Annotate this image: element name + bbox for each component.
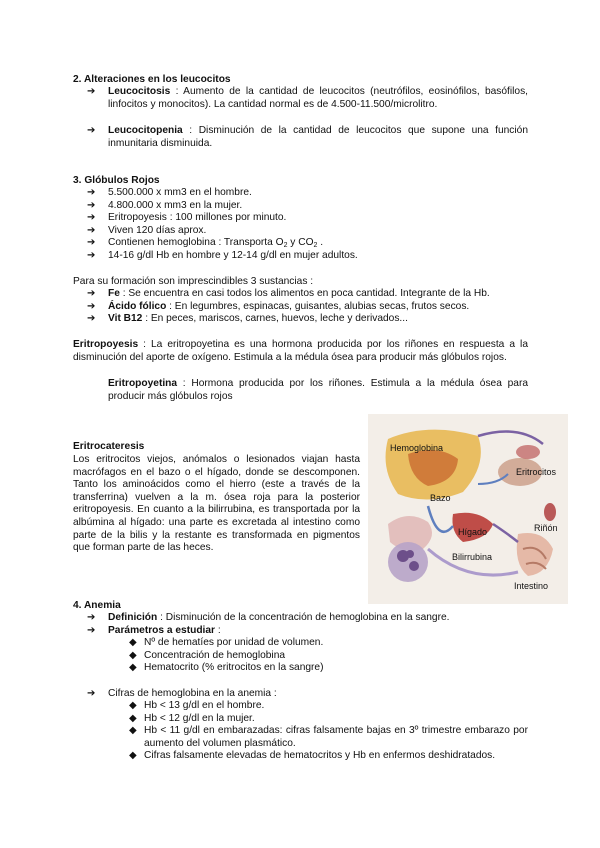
arrow-icon: ➔ [87, 688, 96, 699]
eritropoyetina-paragraph: Eritropoyetina : Hormona producida por los riñones. Estimula a la médula ósea para producir más glóbulos rojos [108, 378, 528, 402]
list-item: ➔ 5.500.000 x mm3 en el hombre. [87, 187, 252, 198]
diagram-label: Hígado [458, 527, 488, 537]
arrow-icon: ➔ [87, 125, 96, 136]
diagram-label: Hemoglobina [390, 443, 444, 453]
arrow-icon: ➔ [87, 624, 96, 636]
leucocitopenia-item [87, 125, 528, 150]
arrow-icon: ➔ [87, 86, 96, 97]
cifras-intro: ➔ Cifras de hemoglobina en la anemia : [87, 688, 277, 699]
diamond-bullet-icon: ◆ [129, 649, 137, 661]
arrow-icon: ➔ [87, 224, 96, 236]
diagram-label: Eritrocitos [516, 467, 557, 477]
arrow-icon: ➔ [87, 199, 96, 211]
diamond-bullet-icon: ◆ [129, 712, 137, 724]
leucocitosis-term: Leucocitosis [108, 86, 171, 97]
parametros-list [129, 637, 528, 675]
section-leucocitos-heading: 2. Alteraciones en los leucocitos [73, 74, 231, 85]
list-item: ➔ Vit B12 : En peces, mariscos, carnes, huevos, leche y derivados... [87, 313, 408, 325]
list-item: ➔ Eritropoyesis : 100 millones por minuto. [87, 212, 287, 224]
list-item: ➔ Viven 120 días aprox. [87, 224, 207, 236]
list-item: ◆ Hb < 12 g/dl en la mujer. [129, 712, 255, 724]
list-item: ◆ Cifras falsamente elevadas de hematocritos y Hb en enfermos deshidratados. [129, 750, 496, 762]
sustancias-intro: Para su formación son imprescindibles 3 sustancias : [73, 276, 314, 287]
arrow-icon: ➔ [87, 288, 96, 299]
list-item: ◆ Hb < 11 g/dl en embarazadas: cifras falsamente bajas en 3º trimestre embarazo por aumento del volumen plasmático. [129, 725, 528, 749]
list-item: ➔ Ácido fólico : En legumbres, espinacas, guisantes, alubias secas, frutos secos. [87, 300, 470, 312]
list-item: ◆ Nº de hematíes por unidad de volumen. [129, 637, 324, 648]
list-item: ◆ Concentración de hemoglobina [129, 649, 286, 661]
arrow-icon: ➔ [87, 313, 96, 325]
diamond-bullet-icon: ◆ [129, 637, 137, 648]
list-item: ➔ Parámetros a estudiar : [87, 624, 221, 636]
eritropoyetina-term: Eritropoyetina [108, 378, 178, 389]
section-anemia-heading: 4. Anemia [73, 600, 121, 611]
leucocitosis-item [87, 86, 528, 111]
eritropoyesis-term: Eritropoyesis [73, 339, 139, 350]
diamond-bullet-icon: ◆ [129, 662, 137, 674]
arrow-icon: ➔ [87, 249, 96, 261]
leucocitopenia-term: Leucocitopenia [108, 125, 183, 136]
eritropoyesis-paragraph: Eritropoyesis : La eritropoyetina es una hormona producida por los riñones en respuesta a la disminución del aporte de oxígeno. Estimula a la médula ósea para producir más glóbulos rojos. [73, 339, 528, 363]
sustancias-list [87, 288, 528, 326]
arrow-icon: ➔ [87, 187, 96, 198]
list-item: ◆ Hb < 13 g/dl en el hombre. [129, 700, 265, 711]
cifras-list [129, 700, 528, 763]
diamond-bullet-icon: ◆ [129, 700, 137, 711]
eritrocateresis-paragraph: Los eritrocitos viejos, anómalos o lesionados viajan hasta macrófagos en el bazo o el hígado, donde se descomponen. Tanto los aminoácidos como el hierro (este a través de la transferrina) vuelven a la m. ósea roja para la posterior eritropoyesis. En cuanto a la bilirrubina, es transportada por la albúmina al hígado: una parte es excretada al intestino como parte de la bilis y la restante es transformada en pigmentos que forman parte de las heces. [73, 454, 360, 554]
diagram-label: Bazo [430, 493, 451, 503]
list-item: ➔ Contienen hemoglobina : Transporta $O_2$ y $CO_2$ . [87, 237, 324, 250]
anemia-main-list [87, 612, 528, 637]
list-item: ◆ Hematocrito (% eritrocitos en la sangre) [129, 662, 324, 674]
globulos-list [87, 187, 528, 263]
diamond-bullet-icon: ◆ [129, 750, 137, 762]
eritrocateresis-heading: Eritrocateresis [73, 441, 145, 452]
diagram-label: Bilirrubina [452, 552, 493, 562]
list-item: ➔ Fe : Se encuentra en casi todos los alimentos en poca cantidad. Integrante de la Hb. [87, 288, 490, 299]
list-item: ➔ Definición : Disminución de la concentración de hemoglobina en la sangre. [87, 612, 450, 623]
arrow-icon: ➔ [87, 212, 96, 224]
arrow-icon: ➔ [87, 237, 96, 249]
eritrocateresis-diagram [368, 414, 568, 604]
arrow-icon: ➔ [87, 612, 96, 623]
diamond-bullet-icon: ◆ [129, 725, 137, 737]
list-item: ➔ 14-16 g/dl Hb en hombre y 12-14 g/dl en mujer adultos. [87, 249, 358, 261]
list-item: ➔ 4.800.000 x mm3 en la mujer. [87, 199, 243, 211]
leucocitopenia-text: : Disminución de la cantidad de leucocitos que supone una función inmunitaria disminuida. [108, 125, 528, 149]
section-globulos-heading: 3. Glóbulos Rojos [73, 175, 160, 186]
diagram-label: Riñón [534, 523, 558, 533]
arrow-icon: ➔ [87, 300, 96, 312]
leucocitosis-text: : Aumento de la cantidad de leucocitos (neutrófilos, eosinófilos, basófilos, linfocitos y monocitos). La cantidad normal es de 4.500-11.500/microlitro. [108, 86, 528, 110]
diagram-label: Intestino [514, 581, 549, 591]
